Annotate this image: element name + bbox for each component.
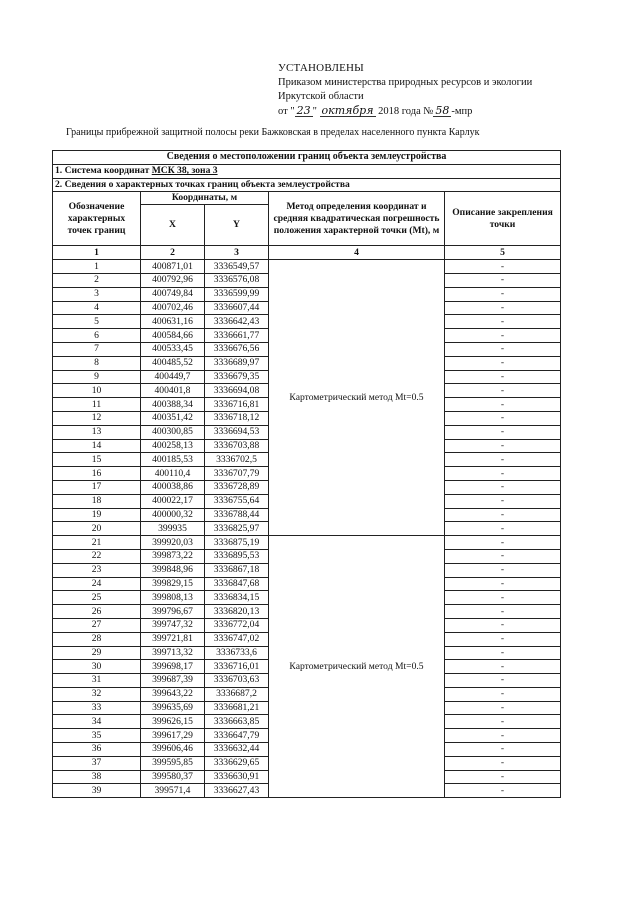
- method-cell-group-1: Картометрический метод Mt=0.5: [269, 260, 445, 536]
- point-x: 399920,03: [141, 536, 205, 550]
- point-x: 400792,96: [141, 273, 205, 287]
- point-y: 3336825,97: [205, 522, 269, 536]
- col-designation-header: Обозначение характерных точек границ: [53, 192, 141, 246]
- point-x: 399808,13: [141, 591, 205, 605]
- point-y: 3336733,6: [205, 646, 269, 660]
- point-description: -: [445, 646, 561, 660]
- point-y: 3336663,85: [205, 715, 269, 729]
- point-number: 32: [53, 687, 141, 701]
- point-description: -: [445, 439, 561, 453]
- order-suffix: -мпр: [451, 105, 473, 117]
- point-y: 3336576,08: [205, 273, 269, 287]
- point-description: -: [445, 329, 561, 343]
- coord-system-cell: [53, 164, 561, 178]
- point-x: 400038,86: [141, 480, 205, 494]
- point-x: 400000,32: [141, 508, 205, 522]
- point-number: 23: [53, 563, 141, 577]
- point-y: 3336895,53: [205, 549, 269, 563]
- date-prefix: от ": [278, 105, 295, 117]
- col-x-header: X: [141, 205, 205, 246]
- point-number: 14: [53, 439, 141, 453]
- point-number: 22: [53, 549, 141, 563]
- point-x: 400300,85: [141, 425, 205, 439]
- point-description: -: [445, 660, 561, 674]
- point-number: 31: [53, 674, 141, 688]
- point-number: 1: [53, 260, 141, 274]
- point-number: 38: [53, 770, 141, 784]
- point-y: 3336679,35: [205, 370, 269, 384]
- point-y: 3336788,44: [205, 508, 269, 522]
- point-x: 400702,46: [141, 301, 205, 315]
- point-x: 400022,17: [141, 494, 205, 508]
- date-month: октября: [321, 103, 374, 117]
- points-title: 2. Сведения о характерных точках границ объекта землеустройства: [53, 178, 561, 192]
- point-description: -: [445, 536, 561, 550]
- point-y: 3336630,91: [205, 770, 269, 784]
- point-description: -: [445, 453, 561, 467]
- point-description: -: [445, 729, 561, 743]
- point-y: 3336607,44: [205, 301, 269, 315]
- point-y: 3336632,44: [205, 743, 269, 757]
- point-y: 3336681,21: [205, 701, 269, 715]
- point-number: 26: [53, 605, 141, 619]
- point-description: -: [445, 356, 561, 370]
- point-y: 3336847,68: [205, 577, 269, 591]
- point-y: 3336703,63: [205, 674, 269, 688]
- coord-system-value: МСК 38, зона 3: [151, 165, 218, 177]
- point-x: 400110,4: [141, 467, 205, 481]
- table-row: [53, 536, 561, 550]
- point-x: 399796,67: [141, 605, 205, 619]
- point-description: -: [445, 370, 561, 384]
- point-y: 3336703,88: [205, 439, 269, 453]
- method-cell-group-2: Картометрический метод Mt=0.5: [269, 536, 445, 798]
- approval-header: [278, 61, 598, 119]
- point-y: 3336694,53: [205, 425, 269, 439]
- point-number: 3: [53, 287, 141, 301]
- point-x: 399571,4: [141, 784, 205, 798]
- coord-system-prefix: 1. Система координат: [55, 165, 152, 177]
- point-description: -: [445, 756, 561, 770]
- point-description: -: [445, 480, 561, 494]
- section-title-row: [53, 151, 561, 165]
- point-description: -: [445, 687, 561, 701]
- point-y: 3336627,43: [205, 784, 269, 798]
- table-row: [53, 260, 561, 274]
- point-y: 3336875,19: [205, 536, 269, 550]
- point-x: 399606,46: [141, 743, 205, 757]
- point-y: 3336747,02: [205, 632, 269, 646]
- point-x: 399935: [141, 522, 205, 536]
- point-x: 400871,01: [141, 260, 205, 274]
- point-number: 34: [53, 715, 141, 729]
- document-title: Границы прибрежной защитной полосы реки Бажковская в пределах населенного пункта Карлук: [66, 127, 480, 138]
- point-y: 3336676,56: [205, 342, 269, 356]
- point-x: 400584,66: [141, 329, 205, 343]
- point-number: 17: [53, 480, 141, 494]
- point-number: 39: [53, 784, 141, 798]
- coord-system-row: [53, 164, 561, 178]
- point-description: -: [445, 549, 561, 563]
- point-description: -: [445, 770, 561, 784]
- column-numbers-row: [53, 246, 561, 260]
- point-y: 3336687,2: [205, 687, 269, 701]
- point-number: 5: [53, 315, 141, 329]
- point-x: 400351,42: [141, 411, 205, 425]
- point-y: 3336549,57: [205, 260, 269, 274]
- col-num-1: 1: [53, 246, 141, 260]
- col-y-header: Y: [205, 205, 269, 246]
- point-y: 3336867,18: [205, 563, 269, 577]
- point-number: 27: [53, 618, 141, 632]
- point-y: 3336755,64: [205, 494, 269, 508]
- point-number: 11: [53, 398, 141, 412]
- point-x: 400401,8: [141, 384, 205, 398]
- point-description: -: [445, 425, 561, 439]
- date-mid: ": [312, 105, 317, 117]
- col-num-2: 2: [141, 246, 205, 260]
- point-number: 29: [53, 646, 141, 660]
- point-description: -: [445, 342, 561, 356]
- approval-date-line: [278, 105, 598, 120]
- point-description: -: [445, 743, 561, 757]
- boundary-points-table: [52, 150, 561, 798]
- point-description: -: [445, 618, 561, 632]
- point-y: 3336707,79: [205, 467, 269, 481]
- point-y: 3336694,08: [205, 384, 269, 398]
- point-number: 24: [53, 577, 141, 591]
- point-number: 15: [53, 453, 141, 467]
- point-x: 400449,7: [141, 370, 205, 384]
- point-description: -: [445, 398, 561, 412]
- point-number: 30: [53, 660, 141, 674]
- point-y: 3336702,5: [205, 453, 269, 467]
- section-title: Сведения о местоположении границ объекта землеустройства: [53, 151, 561, 165]
- col-method-header: Метод определения координат и средняя квадратическая погрешность положения характерной точки (Mt), м: [269, 192, 445, 246]
- point-x: 399687,39: [141, 674, 205, 688]
- point-description: -: [445, 605, 561, 619]
- point-number: 2: [53, 273, 141, 287]
- col-num-3: 3: [205, 246, 269, 260]
- point-x: 399626,15: [141, 715, 205, 729]
- point-y: 3336716,81: [205, 398, 269, 412]
- col-num-4: 4: [269, 246, 445, 260]
- point-y: 3336728,89: [205, 480, 269, 494]
- point-y: 3336718,12: [205, 411, 269, 425]
- point-description: -: [445, 563, 561, 577]
- point-description: -: [445, 273, 561, 287]
- point-y: 3336647,79: [205, 729, 269, 743]
- point-number: 9: [53, 370, 141, 384]
- point-y: 3336599,99: [205, 287, 269, 301]
- point-number: 25: [53, 591, 141, 605]
- point-y: 3336629,65: [205, 756, 269, 770]
- point-number: 20: [53, 522, 141, 536]
- point-description: -: [445, 701, 561, 715]
- point-x: 400185,53: [141, 453, 205, 467]
- point-x: 399747,32: [141, 618, 205, 632]
- point-number: 33: [53, 701, 141, 715]
- point-number: 21: [53, 536, 141, 550]
- header-row-1: [53, 192, 561, 205]
- point-description: -: [445, 260, 561, 274]
- date-year: 2018 года №: [378, 105, 434, 117]
- point-description: -: [445, 494, 561, 508]
- approval-line-1: Приказом министерства природных ресурсов и экологии: [278, 76, 533, 88]
- point-x: 399873,22: [141, 549, 205, 563]
- approval-line-2: Иркутской области: [278, 91, 364, 102]
- point-number: 4: [53, 301, 141, 315]
- point-x: 399698,17: [141, 660, 205, 674]
- point-x: 399635,69: [141, 701, 205, 715]
- point-x: 399643,22: [141, 687, 205, 701]
- point-description: -: [445, 522, 561, 536]
- date-day: 23: [296, 103, 311, 117]
- point-y: 3336689,97: [205, 356, 269, 370]
- point-number: 18: [53, 494, 141, 508]
- point-description: -: [445, 315, 561, 329]
- point-number: 12: [53, 411, 141, 425]
- point-number: 10: [53, 384, 141, 398]
- point-y: 3336661,77: [205, 329, 269, 343]
- point-y: 3336716,01: [205, 660, 269, 674]
- point-number: 36: [53, 743, 141, 757]
- point-number: 19: [53, 508, 141, 522]
- point-description: -: [445, 467, 561, 481]
- point-x: 399713,32: [141, 646, 205, 660]
- point-x: 399848,96: [141, 563, 205, 577]
- point-x: 400749,84: [141, 287, 205, 301]
- point-x: 400388,34: [141, 398, 205, 412]
- point-description: -: [445, 784, 561, 798]
- point-x: 399595,85: [141, 756, 205, 770]
- point-x: 399617,29: [141, 729, 205, 743]
- approval-title: УСТАНОВЛЕНЫ: [278, 62, 364, 74]
- point-description: -: [445, 301, 561, 315]
- point-description: -: [445, 674, 561, 688]
- point-y: 3336772,04: [205, 618, 269, 632]
- point-x: 400533,45: [141, 342, 205, 356]
- order-number: 58: [435, 103, 450, 117]
- point-description: -: [445, 632, 561, 646]
- col-description-header: Описание закрепления точки: [445, 192, 561, 246]
- col-coords-header: Координаты, м: [141, 192, 269, 205]
- point-number: 35: [53, 729, 141, 743]
- point-y: 3336834,15: [205, 591, 269, 605]
- point-x: 400631,16: [141, 315, 205, 329]
- point-y: 3336820,13: [205, 605, 269, 619]
- points-title-row: [53, 178, 561, 192]
- point-x: 399580,37: [141, 770, 205, 784]
- point-description: -: [445, 411, 561, 425]
- point-number: 8: [53, 356, 141, 370]
- point-number: 7: [53, 342, 141, 356]
- point-description: -: [445, 287, 561, 301]
- point-x: 399721,81: [141, 632, 205, 646]
- point-description: -: [445, 508, 561, 522]
- point-description: -: [445, 591, 561, 605]
- col-num-5: 5: [445, 246, 561, 260]
- point-number: 16: [53, 467, 141, 481]
- point-number: 6: [53, 329, 141, 343]
- point-x: 400258,13: [141, 439, 205, 453]
- point-x: 400485,52: [141, 356, 205, 370]
- point-number: 28: [53, 632, 141, 646]
- point-number: 13: [53, 425, 141, 439]
- point-x: 399829,15: [141, 577, 205, 591]
- point-description: -: [445, 384, 561, 398]
- point-description: -: [445, 577, 561, 591]
- point-y: 3336642,43: [205, 315, 269, 329]
- point-number: 37: [53, 756, 141, 770]
- point-description: -: [445, 715, 561, 729]
